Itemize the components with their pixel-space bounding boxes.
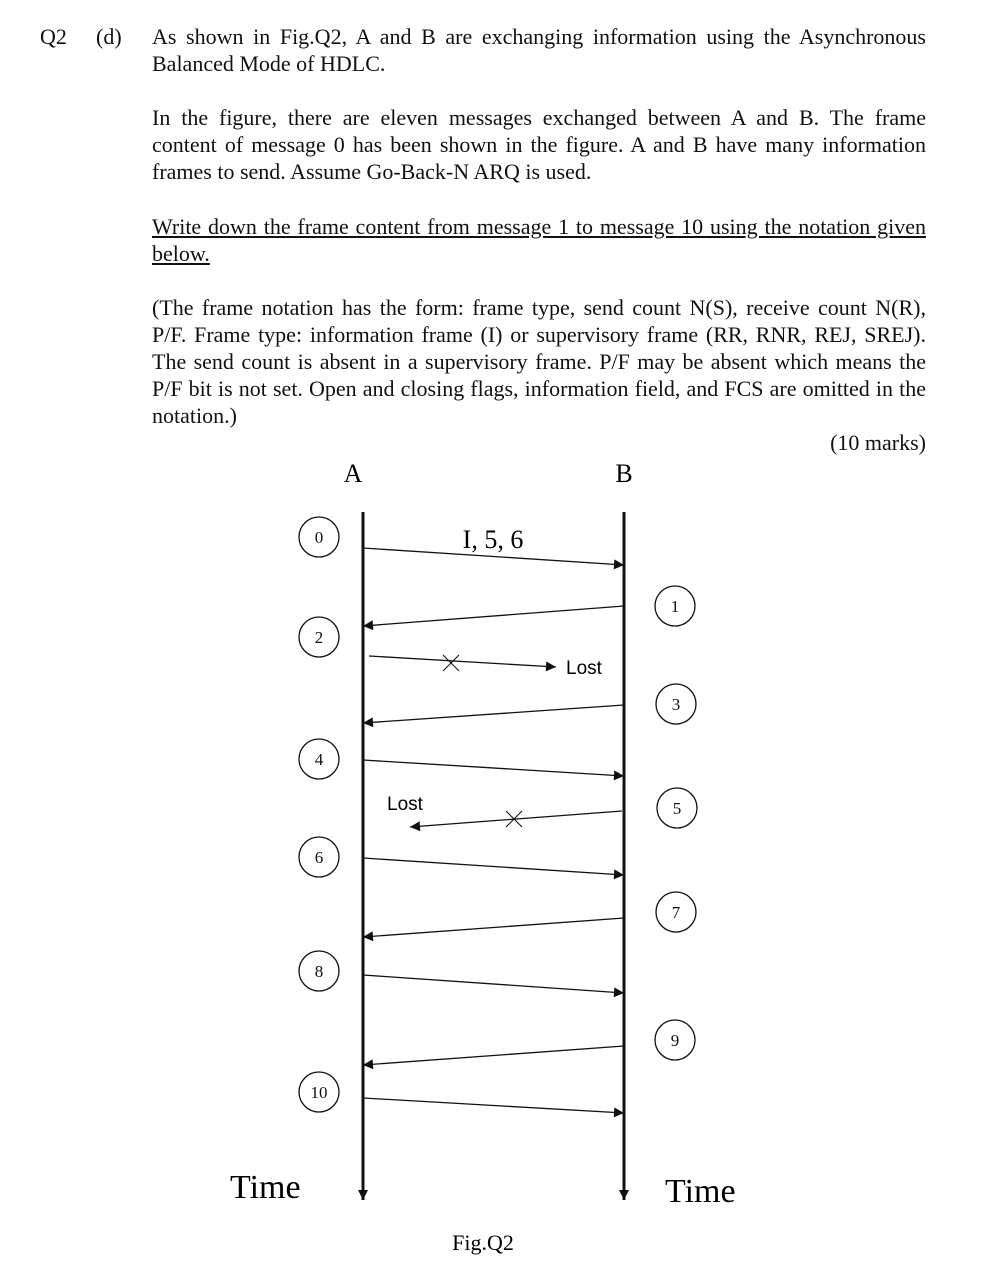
- message-arrow-4: [363, 760, 624, 776]
- message-number-label: 5: [672, 799, 682, 818]
- question-paragraph-intro: As shown in Fig.Q2, A and B are exchanging information using the Asynchronous Balanced Mode of HDLC.: [152, 24, 926, 76]
- message-arrow-5-lost: [410, 811, 622, 827]
- message-arrow-2-lost: [369, 656, 556, 667]
- message-number-label: 6: [314, 848, 324, 867]
- time-label-left: Time: [230, 1169, 301, 1206]
- message-arrow-9: [363, 1046, 624, 1065]
- message-arrow-6: [363, 858, 624, 875]
- message-arrow-3: [363, 705, 624, 723]
- question-paragraph-notation: (The frame notation has the form: frame type, send count N(S), receive count N(R), P/F. Frame type: information frame (I) or supervisory frame (RR, RNR, REJ, SREJ). The send count is absent in a supervisory frame. P/F may be absent which means the P/F bit is not set. Open and closing flags, information field, and FCS are omitted in the notation.): [152, 295, 926, 428]
- message0-frame-label: I, 5, 6: [462, 525, 524, 554]
- message-number-label: 7: [671, 903, 681, 922]
- message-number-label: 10: [310, 1083, 328, 1102]
- station-b-label: B: [615, 459, 633, 488]
- lost-label-2: Lost: [387, 794, 423, 815]
- question-number: Q2: [40, 24, 67, 49]
- question-part: (d): [96, 24, 122, 49]
- question-paragraph-context: In the figure, there are eleven messages exchanged between A and B. The frame content of message 0 has been shown in the figure. A and B have many information frames to send. Assume Go-Back-N ARQ is used.: [152, 105, 926, 184]
- message-number-label: 3: [671, 695, 681, 714]
- station-a-label: A: [343, 459, 363, 488]
- message-number-label: 8: [314, 962, 324, 981]
- message-number-label: 2: [314, 628, 324, 647]
- figure-caption: Fig.Q2: [452, 1230, 514, 1255]
- message-arrow-1: [363, 606, 624, 626]
- message-arrow-7: [363, 918, 624, 937]
- message-number-label: 9: [670, 1031, 680, 1050]
- message-number-label: 1: [670, 597, 680, 616]
- message-number-label: 4: [314, 750, 324, 769]
- message-arrow-8: [363, 975, 624, 993]
- question-paragraph-task: Write down the frame content from message 1 to message 10 using the notation given below.: [152, 214, 926, 266]
- time-label-right: Time: [665, 1173, 736, 1210]
- message-number-label: 0: [314, 528, 324, 547]
- lost-label-1: Lost: [566, 658, 602, 679]
- loss-cross-message-2: [443, 655, 459, 671]
- message-arrow-10: [363, 1098, 624, 1113]
- marks-label: (10 marks): [830, 430, 926, 455]
